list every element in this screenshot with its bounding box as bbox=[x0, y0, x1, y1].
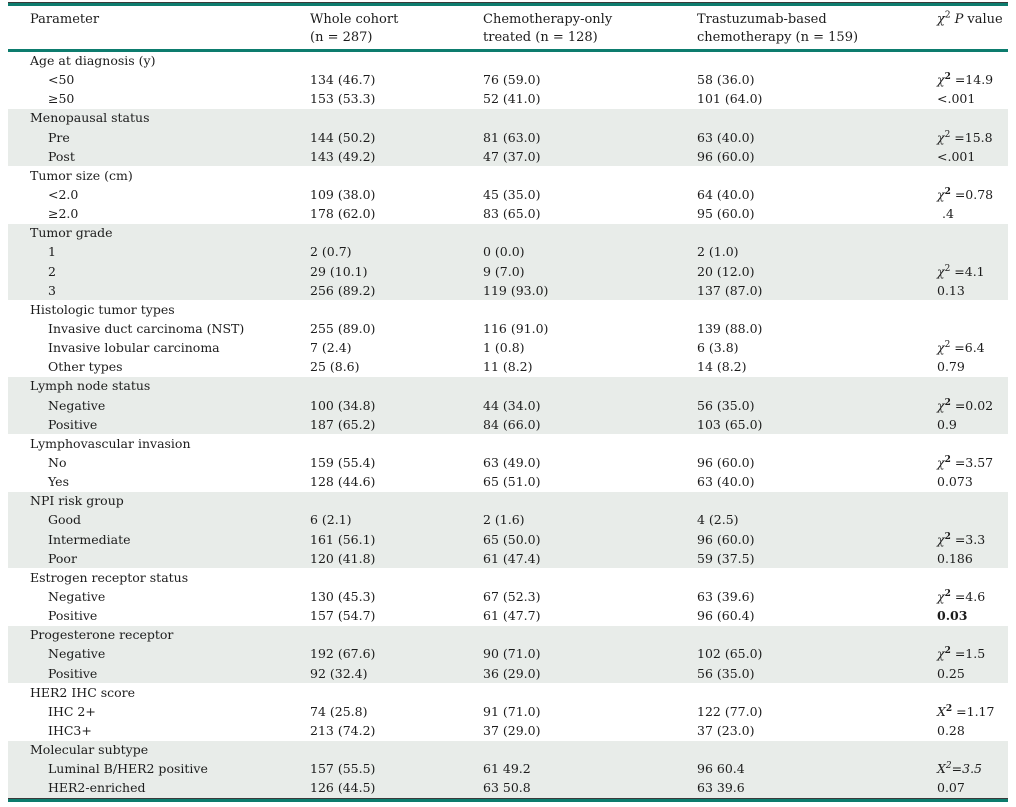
stat-cell: <.001 bbox=[937, 91, 976, 107]
chi-symbol: χ bbox=[937, 187, 945, 203]
param-cell: Positive bbox=[48, 608, 98, 624]
chi-superscript: 2 bbox=[944, 129, 951, 140]
group-label: NPI risk group bbox=[30, 493, 124, 509]
table-row bbox=[8, 281, 1008, 300]
table-row bbox=[8, 779, 1008, 798]
value-cell-trastuzumab-based: 96 (60.0) bbox=[697, 531, 755, 547]
stat-cell bbox=[937, 129, 1008, 147]
stat-cell: 0.073 bbox=[937, 474, 973, 490]
chi-superscript: 2 bbox=[944, 646, 951, 657]
stat-cell bbox=[937, 703, 1008, 721]
value-cell-trastuzumab-based: 103 (65.0) bbox=[697, 416, 763, 432]
value-cell-trastuzumab-based: 63 (40.0) bbox=[697, 474, 755, 490]
value-cell-whole-cohort: 130 (45.3) bbox=[310, 589, 376, 604]
chi-symbol: X bbox=[937, 703, 946, 719]
value-cell-chemotherapy-only: 1 (0.8) bbox=[483, 340, 525, 356]
value-cell-whole-cohort: 126 (44.5) bbox=[310, 780, 376, 796]
table-row bbox=[8, 453, 1008, 472]
group-label-row bbox=[8, 109, 1008, 128]
value-cell-whole-cohort: 144 (50.2) bbox=[310, 129, 376, 145]
group-label-row bbox=[8, 626, 1008, 645]
value-cell-whole-cohort: 143 (49.2) bbox=[310, 148, 376, 164]
value-cell-trastuzumab-based: 56 (35.0) bbox=[697, 665, 755, 681]
group-label-row bbox=[8, 300, 1008, 319]
chi-value: =14.9 bbox=[950, 72, 994, 88]
table-row bbox=[8, 760, 1008, 779]
value-cell-whole-cohort: 159 (55.4) bbox=[310, 455, 376, 471]
stat-cell bbox=[937, 186, 1008, 204]
chi-value: =3.5 bbox=[951, 761, 982, 777]
column-header-line: Trastuzumab-based bbox=[697, 12, 827, 27]
stat-cell: 0.25 bbox=[937, 665, 965, 681]
param-cell: Invasive duct carcinoma (NST) bbox=[48, 321, 245, 337]
table-row bbox=[8, 319, 1008, 338]
group-label-row bbox=[8, 52, 1008, 71]
stat-cell bbox=[937, 645, 1008, 663]
table-row bbox=[8, 90, 1008, 109]
column-header-parameter bbox=[8, 11, 310, 29]
table-row bbox=[8, 128, 1008, 147]
value-cell-chemotherapy-only: 37 (29.0) bbox=[483, 722, 541, 738]
value-cell-trastuzumab-based: 102 (65.0) bbox=[697, 646, 763, 662]
group-label: Age at diagnosis (y) bbox=[30, 53, 156, 69]
param-cell: Pre bbox=[48, 129, 70, 145]
value-cell-whole-cohort: 74 (25.8) bbox=[310, 703, 368, 719]
stat-cell: 0.186 bbox=[937, 550, 973, 566]
value-cell-whole-cohort: 6 (2.1) bbox=[310, 512, 352, 528]
value-cell-trastuzumab-based: 63 (40.0) bbox=[697, 129, 755, 145]
column-header-line: Whole cohort bbox=[310, 12, 399, 27]
param-cell: IHC3+ bbox=[48, 722, 92, 738]
table-row bbox=[8, 205, 1008, 224]
table-bottom-rule bbox=[8, 798, 1008, 802]
value-cell-trastuzumab-based: 64 (40.0) bbox=[697, 187, 755, 203]
column-header-chemotherapy-only bbox=[483, 11, 697, 46]
chi-value: =3.3 bbox=[950, 531, 986, 547]
value-cell-chemotherapy-only: 84 (66.0) bbox=[483, 416, 541, 432]
group-label: Molecular subtype bbox=[30, 742, 149, 758]
value-cell-whole-cohort: 178 (62.0) bbox=[310, 206, 376, 222]
chi-superscript: 2 bbox=[944, 72, 951, 83]
value-cell-trastuzumab-based: 20 (12.0) bbox=[697, 263, 755, 279]
value-cell-whole-cohort: 128 (44.6) bbox=[310, 474, 376, 490]
chi-value: =3.57 bbox=[950, 455, 994, 471]
chi-superscript: 2 bbox=[944, 186, 951, 197]
chi-value: =0.02 bbox=[950, 397, 994, 413]
chi-symbol: χ bbox=[937, 397, 945, 413]
group-label: Histologic tumor types bbox=[30, 301, 175, 317]
value-cell-chemotherapy-only: 76 (59.0) bbox=[483, 72, 541, 88]
param-cell: Luminal B/HER2 positive bbox=[48, 761, 208, 777]
value-cell-whole-cohort: 157 (55.5) bbox=[310, 761, 376, 777]
table-row bbox=[8, 147, 1008, 166]
value-cell-trastuzumab-based: 14 (8.2) bbox=[697, 359, 747, 375]
stat-cell bbox=[937, 397, 1008, 415]
column-header-trastuzumab-based bbox=[697, 11, 937, 46]
value-cell-trastuzumab-based: 96 (60.0) bbox=[697, 455, 755, 471]
value-cell-whole-cohort: 2 (0.7) bbox=[310, 244, 352, 260]
column-header-whole-cohort bbox=[310, 11, 483, 46]
value-cell-chemotherapy-only: 61 49.2 bbox=[483, 761, 531, 777]
patient-characteristics-table bbox=[8, 2, 1008, 802]
value-cell-whole-cohort: 100 (34.8) bbox=[310, 397, 376, 413]
table-row bbox=[8, 415, 1008, 434]
param-cell: IHC 2+ bbox=[48, 703, 96, 719]
param-cell: ≥2.0 bbox=[48, 206, 79, 222]
value-cell-trastuzumab-based: 96 (60.4) bbox=[697, 608, 755, 624]
group-label-row bbox=[8, 568, 1008, 587]
stat-cell bbox=[937, 588, 1008, 606]
table-header-row bbox=[8, 6, 1008, 49]
param-cell: ≥50 bbox=[48, 91, 75, 107]
value-cell-chemotherapy-only: 81 (63.0) bbox=[483, 129, 541, 145]
value-cell-whole-cohort: 157 (54.7) bbox=[310, 608, 376, 624]
value-cell-whole-cohort: 153 (53.3) bbox=[310, 91, 376, 107]
chi-symbol: χ bbox=[937, 531, 945, 547]
column-header-line: Chemotherapy-only bbox=[483, 12, 613, 27]
value-cell-whole-cohort: 192 (67.6) bbox=[310, 646, 376, 662]
value-cell-whole-cohort: 161 (56.1) bbox=[310, 531, 376, 547]
value-cell-whole-cohort: 187 (65.2) bbox=[310, 416, 376, 432]
column-header-line: (n = 287) bbox=[310, 29, 373, 45]
chi-superscript: 2 bbox=[945, 703, 953, 714]
value-cell-chemotherapy-only: 63 (49.0) bbox=[483, 455, 541, 471]
chi-value: =6.4 bbox=[950, 340, 985, 356]
value-cell-whole-cohort: 92 (32.4) bbox=[310, 665, 368, 681]
param-cell: Negative bbox=[48, 646, 106, 662]
stat-cell: 0.79 bbox=[937, 359, 965, 375]
value-cell-trastuzumab-based: 63 39.6 bbox=[697, 780, 745, 796]
chi-superscript: 2 bbox=[944, 397, 951, 408]
table-row bbox=[8, 185, 1008, 204]
chi-symbol: X bbox=[937, 761, 946, 777]
chi-symbol: χ bbox=[937, 589, 945, 604]
value-cell-whole-cohort: 213 (74.2) bbox=[310, 722, 376, 738]
value-cell-trastuzumab-based: 139 (88.0) bbox=[697, 321, 763, 337]
param-cell: 3 bbox=[48, 282, 56, 298]
value-cell-trastuzumab-based: 95 (60.0) bbox=[697, 206, 755, 222]
group-label-row bbox=[8, 741, 1008, 760]
param-cell: <50 bbox=[48, 72, 75, 88]
value-cell-chemotherapy-only: 90 (71.0) bbox=[483, 646, 541, 662]
value-cell-chemotherapy-only: 63 50.8 bbox=[483, 780, 531, 796]
chi-superscript: 2 bbox=[944, 531, 951, 542]
param-cell: Positive bbox=[48, 665, 98, 681]
chi-value: =4.6 bbox=[950, 589, 986, 604]
chi-symbol: χ bbox=[937, 340, 945, 356]
table-row bbox=[8, 530, 1008, 549]
stat-cell: 0.9 bbox=[937, 416, 957, 432]
param-cell: HER2-enriched bbox=[48, 780, 146, 796]
stat-cell: 0.28 bbox=[937, 722, 965, 738]
stat-cell bbox=[937, 71, 1008, 89]
value-cell-whole-cohort: 134 (46.7) bbox=[310, 72, 376, 88]
value-cell-trastuzumab-based: 2 (1.0) bbox=[697, 244, 739, 260]
chi-symbol: χ bbox=[937, 263, 945, 279]
table-row bbox=[8, 358, 1008, 377]
table-row bbox=[8, 262, 1008, 281]
table-row bbox=[8, 243, 1008, 262]
column-header-line: treated (n = 128) bbox=[483, 29, 598, 45]
stat-cell: 0.03 bbox=[937, 608, 968, 624]
value-cell-trastuzumab-based: 59 (37.5) bbox=[697, 550, 755, 566]
value-cell-trastuzumab-based: 101 (64.0) bbox=[697, 91, 763, 107]
chi-value: =1.5 bbox=[950, 646, 986, 662]
table-row bbox=[8, 721, 1008, 740]
value-cell-trastuzumab-based: 58 (36.0) bbox=[697, 72, 755, 88]
value-cell-trastuzumab-based: 122 (77.0) bbox=[697, 703, 763, 719]
param-cell: Yes bbox=[48, 474, 69, 490]
value-cell-whole-cohort: 25 (8.6) bbox=[310, 359, 360, 375]
value-cell-chemotherapy-only: 61 (47.4) bbox=[483, 550, 541, 566]
value-cell-trastuzumab-based: 4 (2.5) bbox=[697, 512, 739, 528]
group-label: Lymphovascular invasion bbox=[30, 435, 191, 451]
param-cell: 2 bbox=[48, 263, 56, 279]
stat-cell bbox=[937, 339, 1008, 357]
table-row bbox=[8, 339, 1008, 358]
table-row bbox=[8, 396, 1008, 415]
value-cell-trastuzumab-based: 6 (3.8) bbox=[697, 340, 739, 356]
group-label-row bbox=[8, 683, 1008, 702]
chi-superscript: 2 bbox=[944, 340, 951, 351]
value-cell-trastuzumab-based: 96 60.4 bbox=[697, 761, 745, 777]
group-label: Menopausal status bbox=[30, 110, 150, 126]
group-label: HER2 IHC score bbox=[30, 684, 136, 700]
table-row bbox=[8, 511, 1008, 530]
table-row bbox=[8, 702, 1008, 721]
column-header-line: chemotherapy (n = 159) bbox=[697, 29, 859, 45]
chi-superscript: 2 bbox=[944, 263, 951, 274]
value-cell-chemotherapy-only: 47 (37.0) bbox=[483, 148, 541, 164]
param-cell: Poor bbox=[48, 550, 77, 566]
chi-value: =0.78 bbox=[950, 187, 994, 203]
group-label: Tumor size (cm) bbox=[30, 167, 133, 183]
param-cell: Negative bbox=[48, 397, 106, 413]
table-row bbox=[8, 71, 1008, 90]
value-cell-trastuzumab-based: 37 (23.0) bbox=[697, 722, 755, 738]
value-cell-whole-cohort: 256 (89.2) bbox=[310, 282, 376, 298]
chi-superscript: 2 bbox=[944, 10, 951, 21]
p-value-tail: value bbox=[967, 12, 1003, 27]
value-cell-whole-cohort: 109 (38.0) bbox=[310, 187, 376, 203]
value-cell-chemotherapy-only: 36 (29.0) bbox=[483, 665, 541, 681]
chi-value: =4.1 bbox=[950, 263, 985, 279]
chi-superscript: 2 bbox=[944, 454, 951, 465]
group-label: Estrogen receptor status bbox=[30, 569, 189, 585]
param-cell: Post bbox=[48, 148, 75, 164]
stat-cell: .4 bbox=[942, 206, 954, 222]
value-cell-chemotherapy-only: 45 (35.0) bbox=[483, 187, 541, 203]
group-label-row bbox=[8, 434, 1008, 453]
group-label-row bbox=[8, 492, 1008, 511]
group-label-row bbox=[8, 377, 1008, 396]
value-cell-chemotherapy-only: 0 (0.0) bbox=[483, 244, 525, 260]
value-cell-chemotherapy-only: 9 (7.0) bbox=[483, 263, 525, 279]
group-label-row bbox=[8, 166, 1008, 185]
chi-symbol: χ bbox=[937, 455, 945, 471]
chi-value: =15.8 bbox=[950, 129, 993, 145]
table-row bbox=[8, 664, 1008, 683]
chi-symbol: χ bbox=[937, 129, 945, 145]
group-label: Tumor grade bbox=[30, 225, 113, 241]
param-cell: No bbox=[48, 455, 67, 471]
chi-symbol: χ bbox=[937, 72, 945, 88]
value-cell-chemotherapy-only: 119 (93.0) bbox=[483, 282, 549, 298]
stat-cell bbox=[937, 760, 1008, 778]
table-row bbox=[8, 549, 1008, 568]
stat-cell: 0.13 bbox=[937, 282, 965, 298]
value-cell-whole-cohort: 255 (89.0) bbox=[310, 321, 376, 337]
column-header-line: Parameter bbox=[30, 12, 100, 27]
p-italic: P bbox=[954, 12, 964, 27]
param-cell: Invasive lobular carcinoma bbox=[48, 340, 220, 356]
param-cell: Intermediate bbox=[48, 531, 131, 547]
value-cell-whole-cohort: 120 (41.8) bbox=[310, 550, 376, 566]
chi-superscript: 2 bbox=[945, 761, 952, 772]
stat-cell bbox=[937, 454, 1008, 472]
value-cell-trastuzumab-based: 96 (60.0) bbox=[697, 148, 755, 164]
value-cell-chemotherapy-only: 44 (34.0) bbox=[483, 397, 541, 413]
value-cell-chemotherapy-only: 83 (65.0) bbox=[483, 206, 541, 222]
param-cell: Good bbox=[48, 512, 82, 528]
value-cell-chemotherapy-only: 2 (1.6) bbox=[483, 512, 525, 528]
chi-symbol: χ bbox=[937, 646, 945, 662]
stat-cell bbox=[937, 531, 1008, 549]
value-cell-chemotherapy-only: 116 (91.0) bbox=[483, 321, 549, 337]
value-cell-chemotherapy-only: 91 (71.0) bbox=[483, 703, 541, 719]
value-cell-whole-cohort: 29 (10.1) bbox=[310, 263, 368, 279]
table-row bbox=[8, 607, 1008, 626]
param-cell: <2.0 bbox=[48, 187, 79, 203]
stat-cell: <.001 bbox=[937, 148, 976, 164]
chi-superscript: 2 bbox=[944, 588, 951, 599]
column-header-chi2-p-value bbox=[937, 11, 1008, 29]
table-row bbox=[8, 645, 1008, 664]
value-cell-chemotherapy-only: 61 (47.7) bbox=[483, 608, 541, 624]
group-label-row bbox=[8, 224, 1008, 243]
param-cell: Negative bbox=[48, 589, 106, 604]
value-cell-chemotherapy-only: 67 (52.3) bbox=[483, 589, 541, 604]
value-cell-whole-cohort: 7 (2.4) bbox=[310, 340, 352, 356]
value-cell-chemotherapy-only: 65 (51.0) bbox=[483, 474, 541, 490]
table-row bbox=[8, 587, 1008, 606]
value-cell-trastuzumab-based: 137 (87.0) bbox=[697, 282, 763, 298]
param-cell: Other types bbox=[48, 359, 123, 375]
chi-value: =1.17 bbox=[952, 703, 995, 719]
value-cell-trastuzumab-based: 63 (39.6) bbox=[697, 589, 755, 604]
value-cell-chemotherapy-only: 11 (8.2) bbox=[483, 359, 533, 375]
group-label: Lymph node status bbox=[30, 378, 151, 394]
table-row bbox=[8, 473, 1008, 492]
chi-symbol: χ bbox=[937, 12, 945, 27]
value-cell-chemotherapy-only: 52 (41.0) bbox=[483, 91, 541, 107]
value-cell-chemotherapy-only: 65 (50.0) bbox=[483, 531, 541, 547]
stat-cell bbox=[937, 263, 1008, 281]
table-body bbox=[8, 52, 1008, 798]
group-label: Progesterone receptor bbox=[30, 627, 174, 643]
param-cell: 1 bbox=[48, 244, 56, 260]
value-cell-trastuzumab-based: 56 (35.0) bbox=[697, 397, 755, 413]
stat-cell: 0.07 bbox=[937, 780, 965, 796]
param-cell: Positive bbox=[48, 416, 98, 432]
